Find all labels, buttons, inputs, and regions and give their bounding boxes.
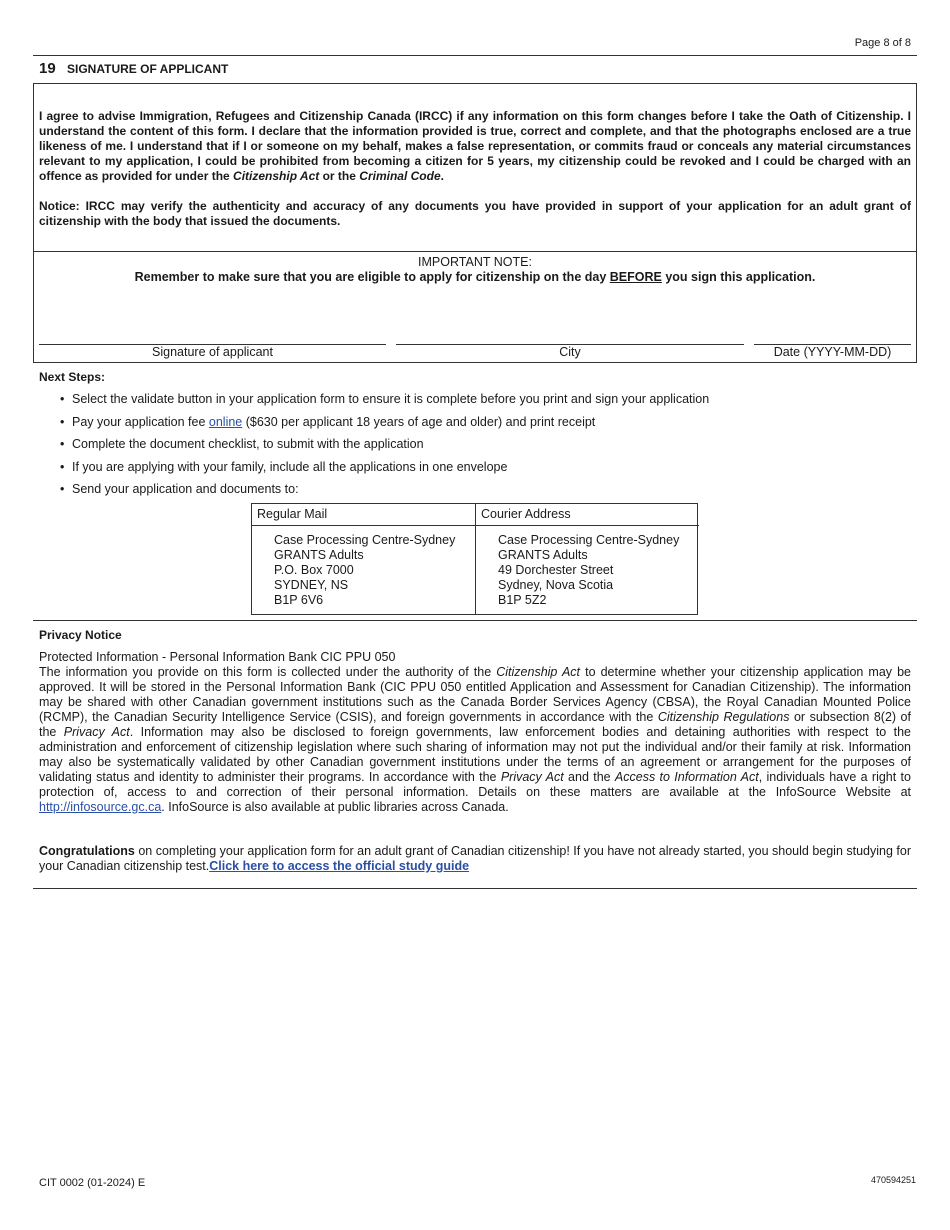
address-table [251, 503, 698, 615]
declaration-box [33, 83, 917, 363]
page-number: Page 8 of 8 [854, 37, 911, 49]
barcode-number: 470594251 [870, 1175, 916, 1185]
list-item: • Send your application and documents to: [60, 482, 299, 496]
important-note-text: Remember to make sure that you are eligible to apply for citizenship on the day BEFORE you sign this application. [134, 270, 816, 284]
list-item: • Select the validate button in your application form to ensure it is complete before you print and sign your application [60, 392, 710, 406]
privacy-notice-body: The information you provide on this form is collected under the authority of the Citizenship Act to determine whether your citizenship application may be approved. It will be stored in the Personal Information Bank (CIC PPU 050 entitled Application and Assessment for Canadian Citizenship). The information may be shared with other Canadian government institutions such as the Canada Border Services Agency (CBSA), the Royal Canadian Mounted Police (RCMP), the Canadian Security Intelligence Service (CSIS), and foreign governments in accordance with the Citizenship Regulations or subsection 8(2) of the Privacy Act. Information may also be disclosed to foreign governments, law enforcement bodies and detaining authorities with respect to the administration and enforcement of citizenship legislation where such sharing of information may not put the individual and/or their family at risk. Information may also be systematically validated by other Canadian government institutions under the terms of an agreement or arrangement for the purposes of validating status and identity to administer their programs. In accordance with the Privacy Act and the Access to Information Act, individuals have a right to protection of, access to and correction of their personal information. Details on these matters are available at the InfoSource Website at http://infosource.gc.ca. InfoSource is also available at public libraries across Canada. [39, 665, 911, 814]
next-steps-list [60, 392, 920, 505]
date-label: Date (YYYY-MM-DD) [773, 345, 892, 359]
signature-applicant-label: Signature of applicant [152, 345, 273, 359]
online-payment-link[interactable]: online [208, 414, 243, 429]
important-note-heading: IMPORTANT NOTE: [418, 255, 532, 269]
privacy-notice-subtitle: Protected Information - Personal Information Bank CIC PPU 050 [39, 650, 396, 664]
infosource-link[interactable]: http://infosource.gc.ca [39, 800, 162, 814]
declaration-divider [34, 251, 916, 252]
section-number: 19 [39, 60, 56, 77]
courier-address-column [475, 504, 699, 614]
next-steps-title: Next Steps: [39, 370, 106, 384]
regular-mail-address: Case Processing Centre-Sydney GRANTS Adults P.O. Box 7000 SYDNEY, NS B1P 6V6 [274, 533, 456, 607]
notice-paragraph: Notice: IRCC may verify the authenticity and accuracy of any documents you have provided in support of your application for an adult grant of citizenship with the body that issued the documents. [39, 199, 911, 228]
privacy-notice-title: Privacy Notice [39, 628, 122, 642]
regular-mail-column [252, 504, 475, 614]
courier-address: Case Processing Centre-Sydney GRANTS Adults 49 Dorchester Street Sydney, Nova Scotia B1P 5Z2 [498, 533, 680, 607]
city-label: City [559, 345, 581, 359]
list-item: • If you are applying with your family, include all the applications in one envelope [60, 459, 508, 474]
declaration-text [39, 109, 911, 244]
list-item: • Complete the document checklist, to submit with the application [60, 437, 424, 451]
important-note [34, 255, 916, 285]
courier-address-heading: Courier Address [476, 504, 699, 526]
study-guide-link[interactable]: Click here to access the official study guide [209, 859, 470, 873]
bottom-divider [33, 888, 917, 889]
regular-mail-heading: Regular Mail [252, 504, 475, 526]
section-title: SIGNATURE OF APPLICANT [67, 62, 229, 76]
congratulations-text: Congratulations on completing your application form for an adult grant of Canadian citizenship! If you have not already started, you should begin studying for your Canadian citizenship test.Click here to access the official study guide [39, 844, 912, 873]
form-code: CIT 0002 (01-2024) E [39, 1177, 146, 1189]
section-divider [33, 55, 917, 56]
declaration-paragraph: I agree to advise Immigration, Refugees and Citizenship Canada (IRCC) if any information on this form changes before I take the Oath of Citizenship. I understand the content of this form. I declare that the information provided is true, correct and complete, and that the photographs enclosed are a true likeness of me. I understand that if I or someone on my behalf, makes a false representation, or commits fraud or conceals any material circumstances relevant to my application, I could be prohibited from becoming a citizen for 5 years, my citizenship could be revoked and I could be charged with an offence as provided for under the Citizenship Act or the Criminal Code. [39, 109, 911, 183]
privacy-divider [33, 620, 917, 621]
list-item: • Pay your application fee online ($630 per applicant 18 years of age and older) and print receipt [60, 414, 596, 429]
